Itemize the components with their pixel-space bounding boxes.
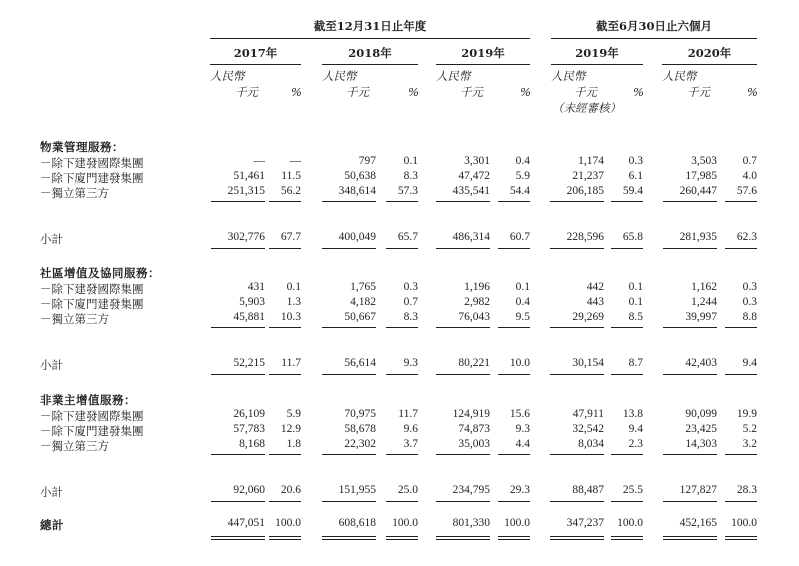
- column-rule: [386, 201, 418, 202]
- row-label: －除下建發國際集團: [40, 282, 144, 296]
- subtotal-label: 小計: [40, 358, 63, 372]
- column-rule: [498, 201, 530, 202]
- subtotal-percent: 20.6: [280, 484, 301, 496]
- subtotal-amount: 52,215: [233, 357, 265, 369]
- cell-amount: 443: [586, 296, 604, 308]
- row-label: －除下廈門建發集團: [40, 297, 144, 311]
- unit-thousand-label: 千元: [460, 85, 483, 99]
- column-rule: [436, 501, 490, 502]
- cell-percent: 0.4: [515, 155, 530, 167]
- column-rule: [498, 327, 530, 328]
- unit-currency-label: 人民幣: [551, 69, 586, 83]
- row-label: －獨立第三方: [40, 312, 109, 326]
- year-rule: [210, 64, 301, 65]
- unit-thousand-label: 千元: [235, 85, 258, 99]
- column-rule: [386, 248, 418, 249]
- total-percent: 100.0: [504, 517, 530, 529]
- row-label: －除下廈門建發集團: [40, 171, 144, 185]
- total-amount: 608,618: [338, 517, 376, 529]
- total-percent: 100.0: [731, 517, 757, 529]
- column-rule: [611, 327, 643, 328]
- double-rule: [386, 539, 418, 540]
- column-rule: [269, 374, 301, 375]
- cell-amount: 260,447: [679, 185, 717, 197]
- row-label: －除下建發國際集團: [40, 156, 144, 170]
- column-rule: [322, 201, 376, 202]
- subtotal-amount: 234,795: [452, 484, 490, 496]
- cell-percent: 10.3: [280, 311, 301, 323]
- unit-thousand-label: 千元: [346, 85, 369, 99]
- cell-amount: 32,542: [572, 423, 604, 435]
- subtotal-percent: 67.7: [280, 231, 301, 243]
- double-rule: [322, 536, 376, 537]
- subtotal-amount: 56,614: [344, 357, 376, 369]
- cell-percent: 0.1: [628, 296, 643, 308]
- year-header: 2019年: [461, 46, 505, 60]
- cell-amount: 5,903: [239, 296, 265, 308]
- double-rule: [211, 539, 265, 540]
- cell-amount: 251,315: [227, 185, 265, 197]
- cell-amount: 57,783: [233, 423, 265, 435]
- group-rule-half-year: [551, 38, 757, 39]
- double-rule: [211, 536, 265, 537]
- cell-amount: 2,982: [464, 296, 490, 308]
- cell-amount: 348,614: [338, 185, 376, 197]
- row-label: －獨立第三方: [40, 439, 109, 453]
- subtotal-amount: 228,596: [566, 231, 604, 243]
- cell-percent: 8.3: [403, 311, 418, 323]
- cell-percent: 59.4: [622, 185, 643, 197]
- cell-amount: 22,302: [344, 438, 376, 450]
- double-rule: [269, 536, 301, 537]
- subtotal-percent: 10.0: [509, 357, 530, 369]
- cell-amount: 35,003: [458, 438, 490, 450]
- column-rule: [211, 501, 265, 502]
- double-rule: [550, 539, 604, 540]
- subtotal-percent: 28.3: [736, 484, 757, 496]
- subtotal-amount: 92,060: [233, 484, 265, 496]
- column-rule: [663, 248, 717, 249]
- column-rule: [663, 374, 717, 375]
- column-rule: [611, 454, 643, 455]
- column-rule: [550, 201, 604, 202]
- year-header: 2020年: [687, 46, 732, 60]
- subtotal-amount: 302,776: [227, 231, 265, 243]
- column-rule: [663, 454, 717, 455]
- column-rule: [663, 327, 717, 328]
- cell-amount: 797: [358, 155, 376, 167]
- column-rule: [436, 454, 490, 455]
- year-header: 2017年: [233, 46, 278, 60]
- subtotal-amount: 42,403: [685, 357, 717, 369]
- cell-amount: 58,678: [344, 423, 376, 435]
- subtotal-label: 小計: [40, 232, 63, 246]
- cell-percent: 11.5: [281, 170, 301, 182]
- total-percent: 100.0: [617, 517, 643, 529]
- row-label: －除下建發國際集團: [40, 409, 144, 423]
- total-amount: 447,051: [227, 517, 265, 529]
- cell-amount: 50,638: [344, 170, 376, 182]
- subtotal-amount: 127,827: [679, 484, 717, 496]
- cell-percent: 0.7: [403, 296, 418, 308]
- section-title: 社區增值及協同服務：: [40, 266, 160, 280]
- cell-amount: 45,881: [233, 311, 265, 323]
- column-rule: [211, 248, 265, 249]
- cell-amount: 51,461: [233, 170, 265, 182]
- subtotal-percent: 25.0: [397, 484, 418, 496]
- column-rule: [611, 248, 643, 249]
- subtotal-percent: 8.7: [628, 357, 643, 369]
- column-rule: [725, 374, 757, 375]
- cell-amount: 50,667: [344, 311, 376, 323]
- double-rule: [436, 539, 490, 540]
- year-rule: [662, 64, 757, 65]
- double-rule: [725, 539, 757, 540]
- column-rule: [386, 374, 418, 375]
- cell-percent: 57.6: [736, 185, 757, 197]
- cell-amount: 47,911: [572, 408, 604, 420]
- column-rule: [498, 248, 530, 249]
- cell-percent: 6.1: [628, 170, 643, 182]
- cell-percent: 0.1: [628, 281, 643, 293]
- cell-amount: 70,975: [344, 408, 376, 420]
- cell-percent: 1.8: [286, 438, 301, 450]
- column-rule: [550, 327, 604, 328]
- unaudited-note: （未經審核）: [552, 101, 621, 115]
- cell-amount: 4,182: [350, 296, 376, 308]
- group-header-full-year: 截至12月31日止年度: [313, 19, 427, 33]
- column-rule: [436, 201, 490, 202]
- column-rule: [550, 454, 604, 455]
- cell-amount: 21,237: [572, 170, 604, 182]
- cell-amount: 431: [247, 281, 265, 293]
- column-rule: [386, 327, 418, 328]
- cell-amount: 74,873: [458, 423, 490, 435]
- column-rule: [211, 374, 265, 375]
- cell-percent: 0.7: [742, 155, 757, 167]
- cell-percent: —: [289, 155, 301, 167]
- cell-percent: 0.3: [403, 281, 418, 293]
- unit-currency-label: 人民幣: [322, 69, 357, 83]
- cell-percent: 9.4: [628, 423, 643, 435]
- double-rule: [663, 539, 717, 540]
- column-rule: [211, 201, 265, 202]
- column-rule: [322, 374, 376, 375]
- cell-percent: 19.9: [736, 408, 757, 420]
- section-title: 物業管理服務：: [40, 140, 124, 154]
- double-rule: [498, 536, 530, 537]
- cell-percent: 9.5: [515, 311, 530, 323]
- column-rule: [498, 374, 530, 375]
- subtotal-amount: 88,487: [572, 484, 604, 496]
- cell-amount: 26,109: [233, 408, 265, 420]
- double-rule: [269, 539, 301, 540]
- cell-percent: 11.7: [398, 408, 418, 420]
- unit-currency-label: 人民幣: [436, 69, 471, 83]
- subtotal-percent: 65.7: [397, 231, 418, 243]
- cell-amount: 3,503: [691, 155, 717, 167]
- column-rule: [725, 327, 757, 328]
- cell-percent: 8.5: [628, 311, 643, 323]
- unit-percent-label: %: [291, 85, 302, 99]
- column-rule: [269, 501, 301, 502]
- row-label: －獨立第三方: [40, 186, 109, 200]
- column-rule: [322, 454, 376, 455]
- year-rule: [322, 64, 418, 65]
- year-rule: [436, 64, 530, 65]
- cell-amount: 17,985: [685, 170, 717, 182]
- column-rule: [550, 374, 604, 375]
- cell-percent: 57.3: [397, 185, 418, 197]
- cell-percent: 0.3: [628, 155, 643, 167]
- double-rule: [725, 536, 757, 537]
- column-rule: [269, 327, 301, 328]
- column-rule: [436, 248, 490, 249]
- cell-amount: 23,425: [685, 423, 717, 435]
- cell-percent: 5.9: [515, 170, 530, 182]
- column-rule: [386, 501, 418, 502]
- group-rule-full-year: [210, 38, 530, 39]
- cell-percent: 54.4: [509, 185, 530, 197]
- total-percent: 100.0: [275, 517, 301, 529]
- subtotal-amount: 30,154: [572, 357, 604, 369]
- subtotal-amount: 486,314: [452, 231, 490, 243]
- cell-percent: 8.3: [403, 170, 418, 182]
- cell-amount: 8,168: [239, 438, 265, 450]
- double-rule: [550, 536, 604, 537]
- subtotal-percent: 9.3: [403, 357, 418, 369]
- column-rule: [322, 327, 376, 328]
- cell-amount: 39,997: [685, 311, 717, 323]
- total-label: 總計: [40, 518, 64, 532]
- unit-currency-label: 人民幣: [662, 69, 697, 83]
- subtotal-percent: 60.7: [509, 231, 530, 243]
- cell-amount: 442: [586, 281, 604, 293]
- column-rule: [550, 248, 604, 249]
- cell-percent: 0.1: [403, 155, 418, 167]
- subtotal-label: 小計: [40, 485, 63, 499]
- cell-percent: 0.4: [515, 296, 530, 308]
- column-rule: [211, 454, 265, 455]
- cell-percent: 15.6: [509, 408, 530, 420]
- column-rule: [322, 248, 376, 249]
- column-rule: [725, 201, 757, 202]
- cell-amount: 1,765: [350, 281, 376, 293]
- column-rule: [211, 327, 265, 328]
- double-rule: [498, 539, 530, 540]
- cell-percent: 0.3: [742, 296, 757, 308]
- double-rule: [436, 536, 490, 537]
- double-rule: [663, 536, 717, 537]
- column-rule: [269, 248, 301, 249]
- cell-amount: 1,162: [691, 281, 717, 293]
- year-rule: [551, 64, 643, 65]
- subtotal-percent: 9.4: [742, 357, 757, 369]
- column-rule: [386, 454, 418, 455]
- unit-thousand-label: 千元: [687, 85, 710, 99]
- subtotal-percent: 25.5: [622, 484, 643, 496]
- subtotal-percent: 11.7: [281, 357, 301, 369]
- subtotal-percent: 62.3: [736, 231, 757, 243]
- column-rule: [269, 454, 301, 455]
- cell-amount: 206,185: [566, 185, 604, 197]
- column-rule: [611, 201, 643, 202]
- column-rule: [550, 501, 604, 502]
- year-header: 2019年: [575, 46, 619, 60]
- cell-percent: 4.0: [742, 170, 757, 182]
- column-rule: [498, 501, 530, 502]
- column-rule: [498, 454, 530, 455]
- total-amount: 452,165: [679, 517, 717, 529]
- total-percent: 100.0: [392, 517, 418, 529]
- subtotal-amount: 151,955: [338, 484, 376, 496]
- cell-percent: 3.2: [742, 438, 757, 450]
- subtotal-amount: 281,935: [679, 231, 717, 243]
- cell-amount: 14,303: [685, 438, 717, 450]
- row-label: －除下廈門建發集團: [40, 424, 144, 438]
- unit-percent-label: %: [408, 85, 419, 99]
- cell-percent: 3.7: [403, 438, 418, 450]
- total-amount: 347,237: [566, 517, 604, 529]
- cell-percent: 9.6: [403, 423, 418, 435]
- cell-amount: 435,541: [452, 185, 490, 197]
- cell-amount: 76,043: [458, 311, 490, 323]
- total-amount: 801,330: [452, 517, 490, 529]
- subtotal-percent: 29.3: [509, 484, 530, 496]
- unit-percent-label: %: [520, 85, 531, 99]
- cell-amount: 47,472: [458, 170, 490, 182]
- cell-percent: 5.9: [286, 408, 301, 420]
- column-rule: [663, 201, 717, 202]
- unit-currency-label: 人民幣: [210, 69, 245, 83]
- subtotal-percent: 65.8: [622, 231, 643, 243]
- double-rule: [611, 536, 643, 537]
- cell-amount: 3,301: [464, 155, 490, 167]
- cell-percent: 0.1: [286, 281, 301, 293]
- cell-amount: 1,244: [691, 296, 717, 308]
- cell-percent: 4.4: [515, 438, 530, 450]
- cell-amount: 1,196: [464, 281, 490, 293]
- cell-percent: 56.2: [280, 185, 301, 197]
- column-rule: [436, 327, 490, 328]
- unit-percent-label: %: [747, 85, 758, 99]
- double-rule: [611, 539, 643, 540]
- cell-percent: 9.3: [515, 423, 530, 435]
- unit-thousand-label: 千元: [574, 85, 597, 99]
- double-rule: [322, 539, 376, 540]
- column-rule: [725, 248, 757, 249]
- column-rule: [436, 374, 490, 375]
- column-rule: [269, 201, 301, 202]
- column-rule: [725, 454, 757, 455]
- year-header: 2018年: [348, 46, 392, 60]
- cell-amount: 8,034: [578, 438, 604, 450]
- cell-percent: 12.9: [280, 423, 301, 435]
- cell-percent: 5.2: [742, 423, 757, 435]
- cell-amount: 90,099: [685, 408, 717, 420]
- group-header-half-year: 截至6月30日止六個月: [595, 19, 712, 33]
- column-rule: [725, 501, 757, 502]
- cell-percent: 0.3: [742, 281, 757, 293]
- column-rule: [611, 501, 643, 502]
- double-rule: [386, 536, 418, 537]
- column-rule: [611, 374, 643, 375]
- cell-amount: 1,174: [578, 155, 604, 167]
- cell-percent: 1.3: [286, 296, 301, 308]
- column-rule: [322, 501, 376, 502]
- subtotal-amount: 400,049: [338, 231, 376, 243]
- cell-amount: —: [253, 155, 265, 167]
- cell-percent: 13.8: [622, 408, 643, 420]
- cell-percent: 0.1: [515, 281, 530, 293]
- cell-percent: 2.3: [628, 438, 643, 450]
- cell-amount: 124,919: [452, 408, 490, 420]
- subtotal-amount: 80,221: [458, 357, 490, 369]
- cell-amount: 29,269: [572, 311, 604, 323]
- cell-percent: 8.8: [742, 311, 757, 323]
- column-rule: [663, 501, 717, 502]
- section-title: 非業主增值服務：: [40, 393, 136, 407]
- unit-percent-label: %: [633, 85, 644, 99]
